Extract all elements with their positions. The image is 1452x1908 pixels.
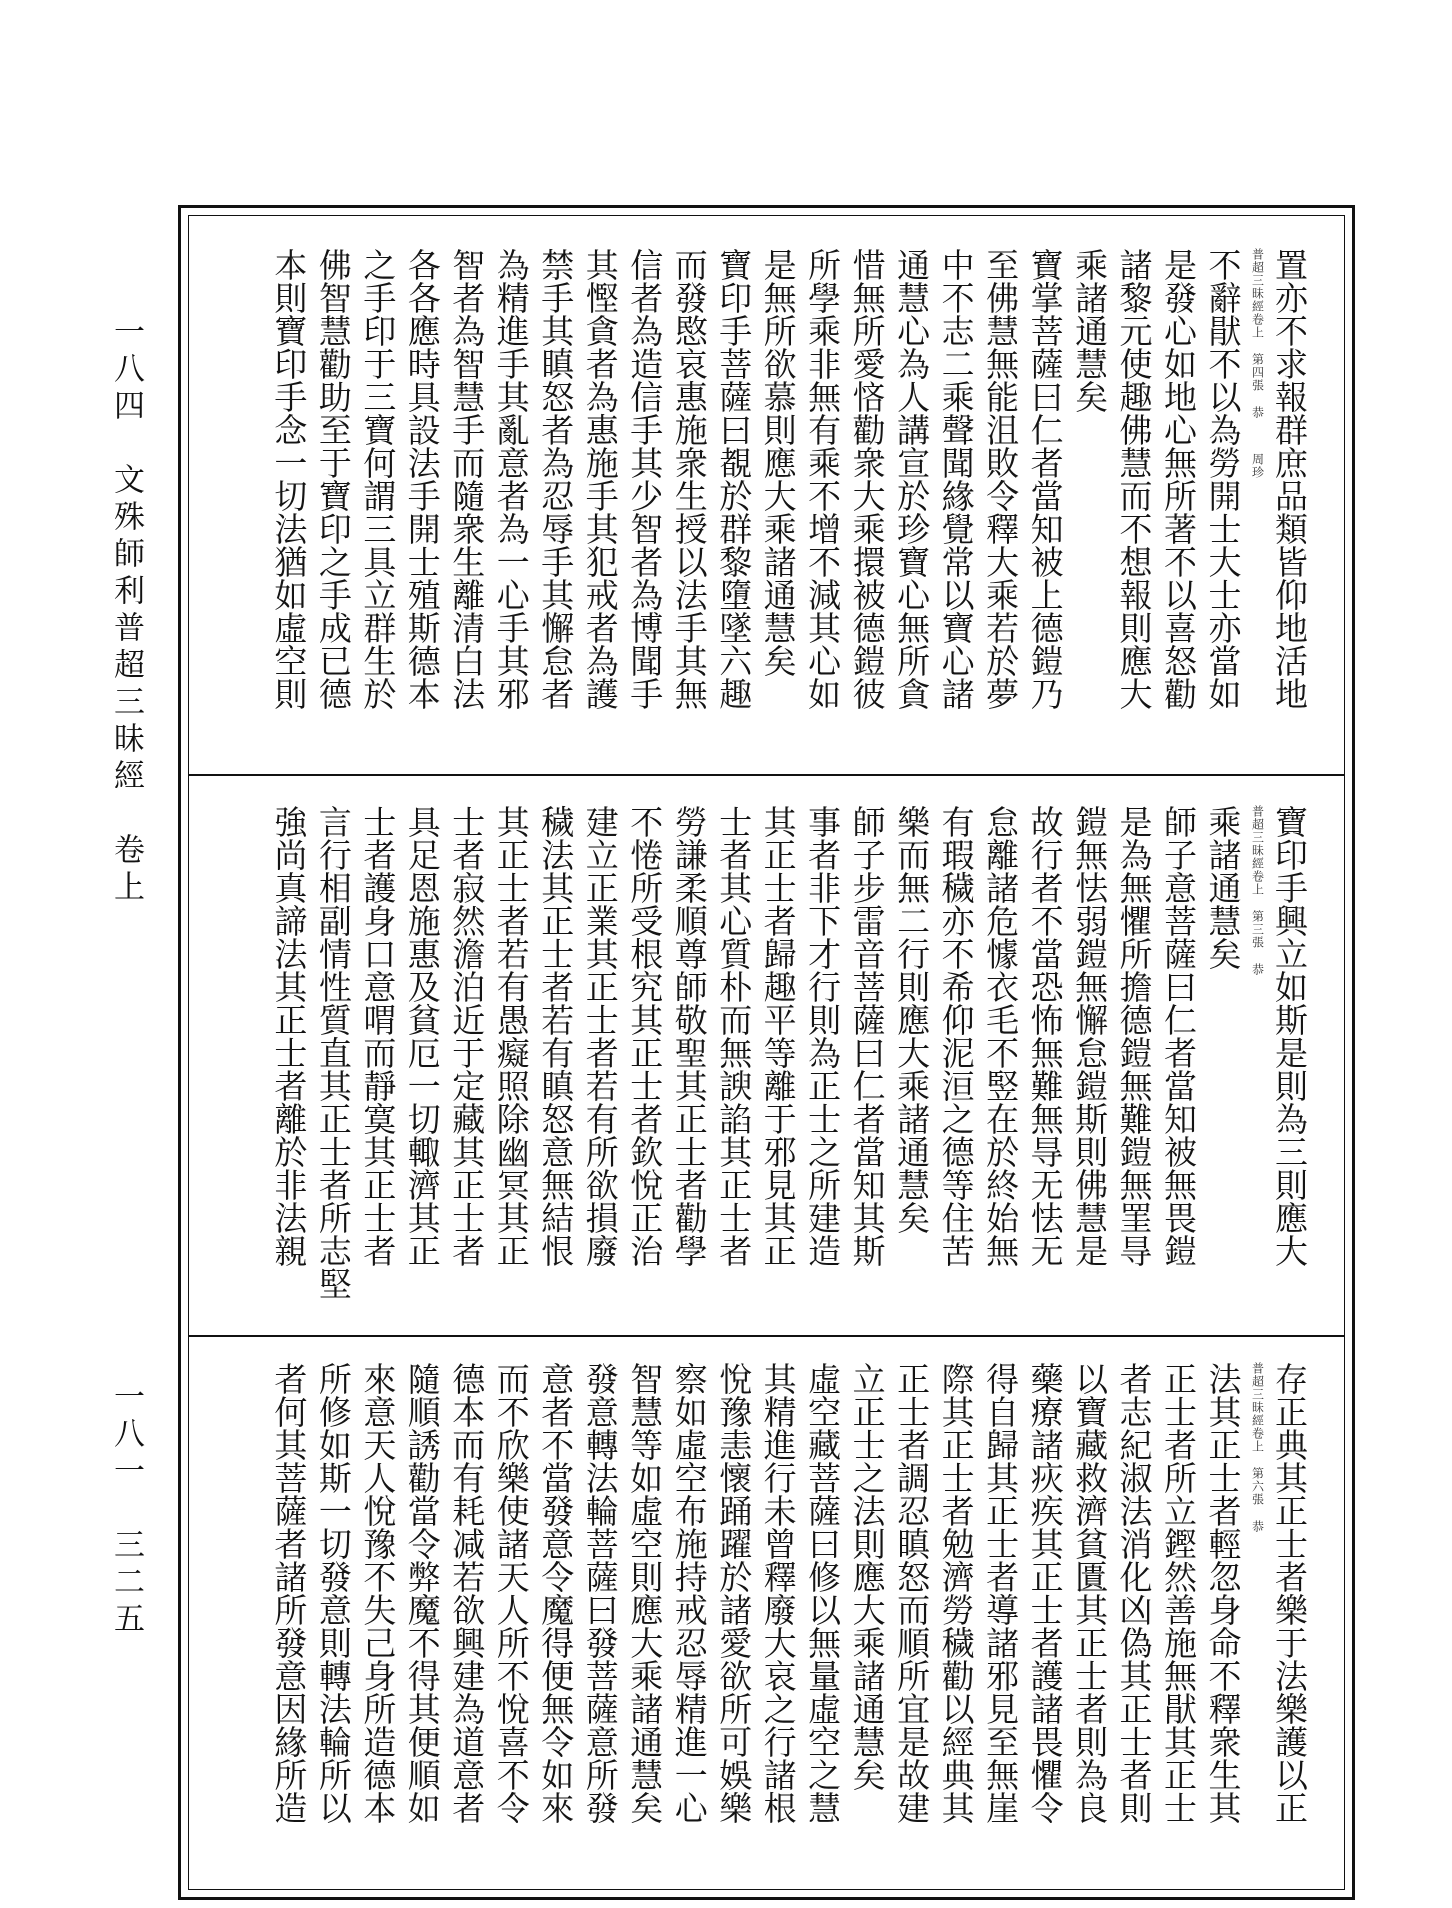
panel-divider [188, 774, 1345, 776]
text-column: 置亦不求報群庶品類皆仰地活地 [1270, 248, 1309, 710]
text-column: 鎧無怯弱鎧無懈怠鎧斯則佛慧是 [1070, 805, 1110, 1267]
text-panel-1 [268, 248, 1313, 748]
text-column: 隨順誘勸當令弊魔不得其便順如 [402, 1362, 442, 1824]
text-column: 中不志二乘聲聞緣覺常以寶心諸 [936, 248, 976, 710]
text-column: 之手印于三寶何謂三具立群生於 [358, 248, 398, 710]
text-column: 所修如斯一切發意則轉法輪所以 [313, 1362, 353, 1824]
text-column: 強尚真諦法其正士者離於非法親 [269, 805, 309, 1267]
text-column: 不惓所受根究其正士者欽悅正治 [625, 805, 665, 1267]
text-column: 立正士之法則應大乘諸通慧矣 [847, 1362, 887, 1791]
text-column: 事者非下才行則為正士之所建造 [803, 805, 843, 1267]
text-column: 寶掌菩薩曰仁者當知被上德鎧乃 [1025, 248, 1065, 710]
printer-note-tail: 周珍 [1250, 453, 1265, 479]
text-column: 虛空藏菩薩曰修以無量虛空之慧 [803, 1362, 843, 1824]
text-column: 佛智慧勸助至于寶印之手成已德 [313, 248, 353, 710]
text-column: 其慳貪者為惠施手其犯戒者為護 [580, 248, 620, 710]
text-column: 其正士者若有愚癡照除幽冥其正 [491, 805, 531, 1267]
text-column: 得自歸其正士者導諸邪見至無崖 [981, 1362, 1021, 1824]
text-column: 其精進行未曾釋廢大哀之行諸根 [758, 1362, 798, 1824]
text-column: 德本而有耗减若欲興建為道意者 [447, 1362, 487, 1824]
text-column: 本則寶印手念一切法猶如虛空則 [269, 248, 309, 710]
text-column: 諸黎元使趣佛慧而不想報則應大 [1114, 248, 1154, 710]
printer-note-leaf: 第四張 [1250, 353, 1265, 392]
text-column: 寶印手興立如斯是則為三則應大 [1270, 805, 1309, 1267]
text-column: 察如虛空布施持戒忍辱精進一心 [669, 1362, 709, 1824]
text-column: 有瑕穢亦不希仰泥洹之德等住苦 [936, 805, 976, 1267]
text-column: 師子意菩薩曰仁者當知被無畏鎧 [1159, 805, 1199, 1267]
text-panel-2 [268, 805, 1313, 1310]
printer-note-leaf: 第三張 [1250, 910, 1265, 949]
text-column: 以寶藏救濟貧匱其正士者則為良 [1070, 1362, 1110, 1824]
printer-note [1247, 248, 1269, 748]
text-column: 智者為智慧手而隨衆生離清白法 [447, 248, 487, 710]
text-column: 藥療諸疢疾其正士者護諸畏懼令 [1025, 1362, 1065, 1824]
text-column: 是無所欲慕則應大乘諸通慧矣 [758, 248, 798, 677]
text-column: 各各應時具設法手開士殖斯德本 [402, 248, 442, 710]
text-column: 而不欣樂使諸天人所不悅喜不令 [491, 1362, 531, 1824]
text-column: 怠離諸危懅衣毛不竪在於終始無 [981, 805, 1021, 1267]
text-column: 通慧心為人講宣於珍寶心無所貪 [892, 248, 932, 710]
text-column: 穢法其正士者若有瞋怒意無結恨 [536, 805, 576, 1267]
printer-note-leaf: 第六張 [1250, 1467, 1265, 1506]
text-panel-3 [268, 1362, 1313, 1872]
text-column: 存正典其正士者樂于法樂護以正 [1270, 1362, 1309, 1824]
text-column: 信者為造信手其少智者為博聞手 [625, 248, 665, 710]
text-column: 不辭猒不以為勞開士大士亦當如 [1203, 248, 1243, 710]
text-column: 正士者調忍瞋怒而順所宜是故建 [892, 1362, 932, 1824]
page-number-label: 一八一 三二五 [108, 1380, 144, 1639]
text-column: 士者護身口意喟而靜寞其正士者 [358, 805, 398, 1267]
printer-note-sutra: 普超三昧經卷上 [1250, 1362, 1265, 1453]
text-column: 禁手其瞋怒者為忍辱手其懈怠者 [536, 248, 576, 710]
printer-note-mark: 恭 [1250, 963, 1265, 976]
printer-note-sutra: 普超三昧經卷上 [1250, 805, 1265, 896]
text-column: 乘諸通慧矣 [1203, 805, 1243, 970]
sutra-title-label: 一八四 文殊師利普超三昧經 卷上 [108, 315, 144, 907]
text-column: 師子步雷音菩薩曰仁者當知其斯 [847, 805, 887, 1267]
text-column: 法其正士者輕忽身命不釋衆生其 [1203, 1362, 1243, 1824]
text-column: 至佛慧無能沮敗令釋大乘若於夢 [981, 248, 1021, 710]
printer-note [1247, 1362, 1269, 1872]
text-column: 士者其心質朴而無諛諂其正士者 [714, 805, 754, 1267]
text-column: 悅豫恚懷踊躍於諸愛欲所可娛樂 [714, 1362, 754, 1824]
text-column: 來意天人悅豫不失己身所造德本 [358, 1362, 398, 1824]
text-column: 其正士者歸趣平等離于邪見其正 [758, 805, 798, 1267]
text-column: 惜無所愛悋勸衆大乘擐被德鎧彼 [847, 248, 887, 710]
text-column: 為精進手其亂意者為一心手其邪 [491, 248, 531, 710]
text-column: 而發愍哀惠施衆生授以法手其無 [669, 248, 709, 710]
text-column: 士者寂然澹泊近于定藏其正士者 [447, 805, 487, 1267]
panel-divider [188, 1335, 1345, 1337]
text-column: 具足恩施惠及貧厄一切輙濟其正 [402, 805, 442, 1267]
text-column: 正士者所立鏗然善施無猒其正士 [1159, 1362, 1199, 1824]
text-column: 是發心如地心無所著不以喜怒勸 [1159, 248, 1199, 710]
text-column: 智慧等如虛空則應大乘諸通慧矣 [625, 1362, 665, 1824]
text-column: 乘諸通慧矣 [1070, 248, 1110, 413]
text-column: 際其正士者勉濟勞穢勸以經典其 [936, 1362, 976, 1824]
text-column: 故行者不當恐怖無難無㝵无怯无 [1025, 805, 1065, 1267]
text-column: 者何其菩薩者諸所發意因緣所造 [269, 1362, 309, 1824]
text-column: 勞謙柔順尊師敬聖其正士者勸學 [669, 805, 709, 1267]
text-column: 建立正業其正士者若有所欲損廢 [580, 805, 620, 1267]
printer-note [1247, 805, 1269, 1310]
printer-note-mark: 恭 [1250, 1520, 1265, 1533]
printer-note-sutra: 普超三昧經卷上 [1250, 248, 1265, 339]
text-column: 發意轉法輪菩薩曰發菩薩意所發 [580, 1362, 620, 1824]
text-column: 樂而無二行則應大乘諸通慧矣 [892, 805, 932, 1234]
text-column: 者志紀淑法消化凶偽其正士者則 [1114, 1362, 1154, 1824]
text-column: 寶印手菩薩曰覩於群黎墮墜六趣 [714, 248, 754, 710]
text-column: 意者不當發意令魔得便無令如來 [536, 1362, 576, 1824]
text-column: 言行相副情性質直其正士者所志堅 [313, 805, 353, 1300]
text-column: 所學乘非無有乘不增不減其心如 [803, 248, 843, 710]
text-column: 是為無懼所擔德鎧無難鎧無罣㝵 [1114, 805, 1154, 1267]
printer-note-mark: 恭 [1250, 406, 1265, 419]
